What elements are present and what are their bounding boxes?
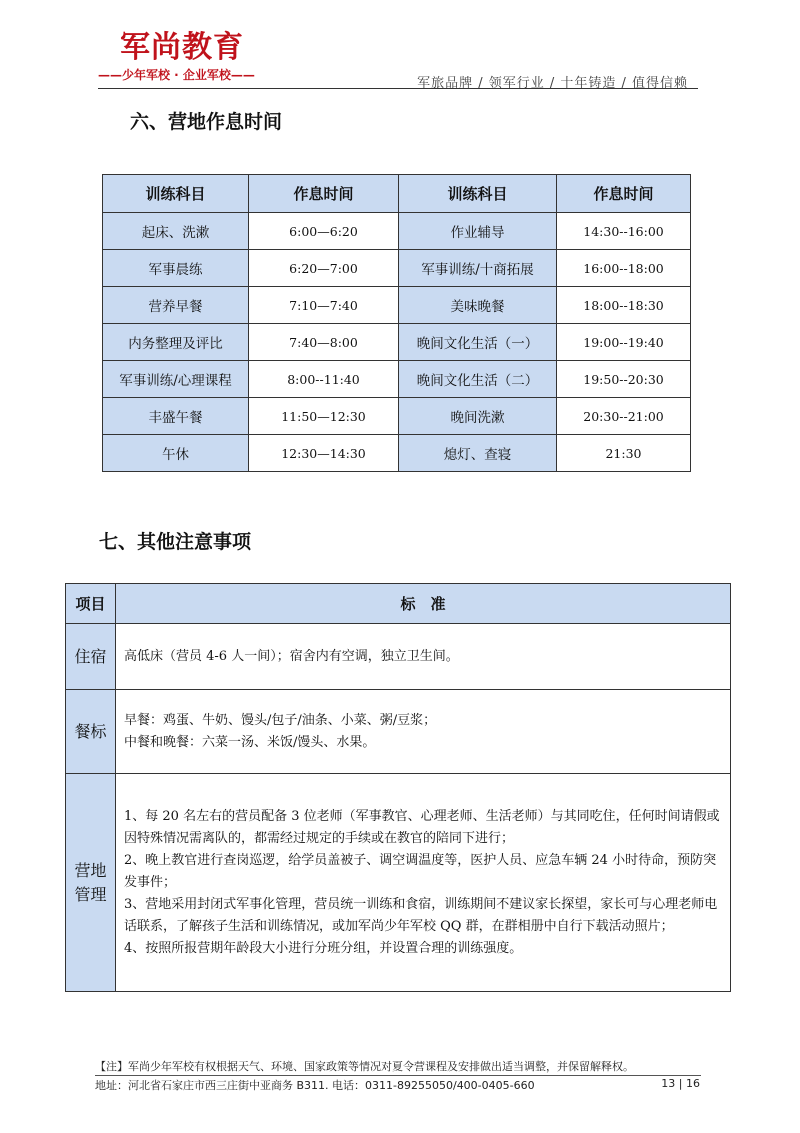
section-6-heading: 六、营地作息时间 (130, 111, 283, 133)
table-row (103, 213, 691, 250)
activity-cell: 内务整理及评比 (103, 324, 249, 361)
time-cell: 14:30--16:00 (557, 213, 691, 250)
activity-cell: 军事训练/十商拓展 (399, 250, 557, 287)
footer-divider (95, 1075, 701, 1076)
table-row (103, 250, 691, 287)
footer-note: 【注】军尚少年军校有权根据天气、环境、国家政策等情况对夏令营课程及安排做出适当调整，并保留解释权。 (95, 1060, 634, 1073)
row-label (66, 774, 116, 992)
row-label: 住宿 (66, 624, 116, 690)
meals-standard (116, 690, 731, 774)
activity-cell: 军事训练/心理课程 (103, 361, 249, 398)
management-item: 4、按照所报营期年龄段大小进行分班分组，并设置合理的训练强度。 (124, 940, 523, 956)
activity-cell: 作业辅导 (399, 213, 557, 250)
activity-cell: 晚间文化生活（一） (399, 324, 557, 361)
time-cell: 11:50—12:30 (249, 398, 399, 435)
table-row (103, 398, 691, 435)
time-cell: 18:00--18:30 (557, 287, 691, 324)
meals-line: 早餐：鸡蛋、牛奶、馒头/包子/油条、小菜、粥/豆浆； (124, 712, 437, 728)
activity-cell: 晚间洗漱 (399, 398, 557, 435)
table-row (103, 361, 691, 398)
column-header: 训练科目 (103, 175, 249, 213)
activity-cell: 晚间文化生活（二） (399, 361, 557, 398)
column-header-item: 项目 (66, 584, 116, 624)
time-cell: 19:50--20:30 (557, 361, 691, 398)
time-cell: 21:30 (557, 435, 691, 472)
header-slogan: 军旅品牌 / 领军行业 / 十年铸造 / 值得信赖 (417, 76, 688, 91)
time-cell: 19:00--19:40 (557, 324, 691, 361)
table-row-lodging (66, 624, 731, 690)
column-header-standard: 标 准 (116, 584, 731, 624)
schedule-table (102, 174, 691, 472)
table-row (103, 324, 691, 361)
page-number: 13 | 16 (661, 1077, 700, 1090)
notes-header-row (66, 584, 731, 624)
column-header: 作息时间 (557, 175, 691, 213)
time-cell: 6:00—6:20 (249, 213, 399, 250)
row-label: 餐标 (66, 690, 116, 774)
management-item: 2、晚上教官进行查岗巡逻，给学员盖被子、调空调温度等，医护人员、应急车辆 24 小时待命，预防突发事件； (124, 852, 717, 890)
management-item: 1、每 20 名左右的营员配备 3 位老师（军事教官、心理老师、生活老师）与其同吃住，任何时间请假或因特殊情况需离队的，都需经过规定的手续或在教官的陪同下进行； (124, 808, 720, 846)
time-cell: 6:20—7:00 (249, 250, 399, 287)
time-cell: 7:40—8:00 (249, 324, 399, 361)
time-cell: 16:00--18:00 (557, 250, 691, 287)
time-cell: 7:10—7:40 (249, 287, 399, 324)
lodging-standard: 高低床（营员 4-6 人一间）；宿舍内有空调，独立卫生间。 (116, 624, 731, 690)
schedule-header-row (103, 175, 691, 213)
table-row (103, 435, 691, 472)
meals-line: 中餐和晚餐：六菜一汤、米饭/馒头、水果。 (124, 734, 376, 750)
column-header: 训练科目 (399, 175, 557, 213)
activity-cell: 起床、洗漱 (103, 213, 249, 250)
time-cell: 8:00--11:40 (249, 361, 399, 398)
row-label-line: 管理 (74, 884, 107, 904)
activity-cell: 丰盛午餐 (103, 398, 249, 435)
activity-cell: 营养早餐 (103, 287, 249, 324)
table-row-management (66, 774, 731, 992)
header-divider (98, 88, 698, 89)
management-standard (116, 774, 731, 992)
notes-table (65, 583, 731, 992)
activity-cell: 熄灯、查寝 (399, 435, 557, 472)
activity-cell: 美味晚餐 (399, 287, 557, 324)
brand-tagline: ——少年军校 · 企业军校—— (98, 68, 255, 82)
brand-logo-title: 军尚教育 (120, 30, 244, 65)
time-cell: 12:30—14:30 (249, 435, 399, 472)
table-row-meals (66, 690, 731, 774)
management-item: 3、营地采用封闭式军事化管理，营员统一训练和食宿，训练期间不建议家长探望，家长可与心理老师电话联系，了解孩子生活和训练情况，或加军尚少年军校 QQ 群，在群相册中自行下载活动照片； (124, 896, 718, 934)
section-7-heading: 七、其他注意事项 (99, 531, 252, 553)
activity-cell: 军事晨练 (103, 250, 249, 287)
table-row (103, 287, 691, 324)
time-cell: 20:30--21:00 (557, 398, 691, 435)
activity-cell: 午休 (103, 435, 249, 472)
column-header: 作息时间 (249, 175, 399, 213)
row-label-line: 营地 (74, 860, 107, 880)
footer-address: 地址：河北省石家庄市西三庄街中亚商务 B311. 电话：0311-89255050/400-0405-660 (95, 1079, 535, 1092)
